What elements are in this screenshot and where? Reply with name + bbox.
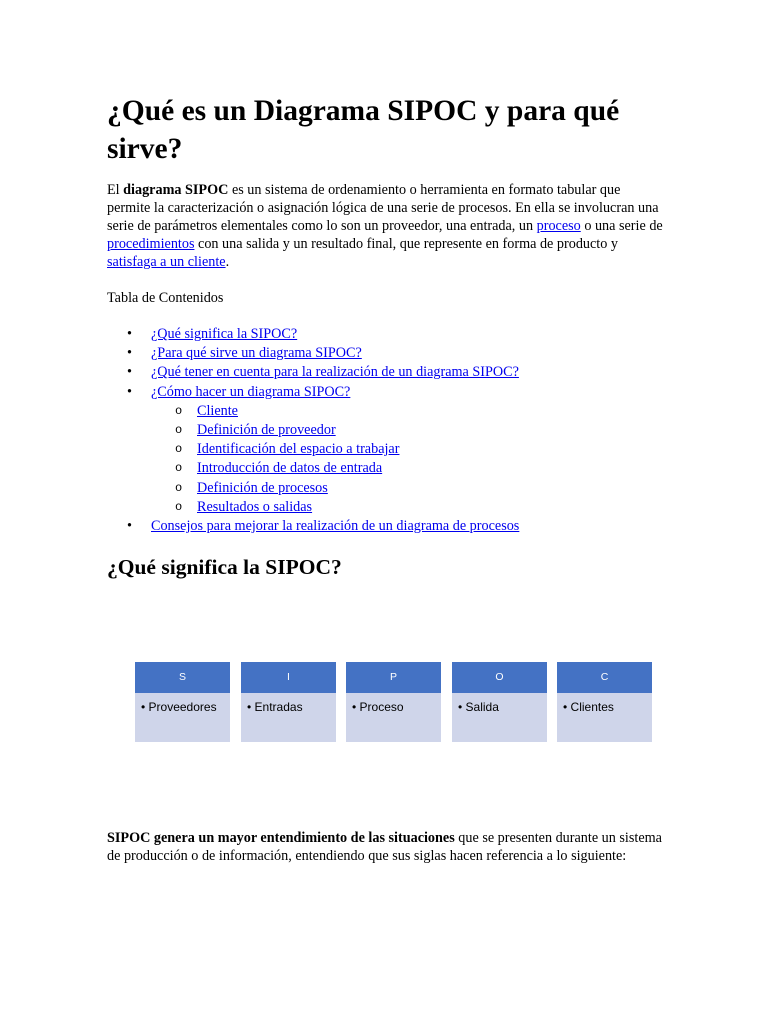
toc-item	[107, 344, 667, 363]
sipoc-header: O	[452, 662, 547, 693]
sipoc-header: C	[557, 662, 652, 693]
toc-subitem	[151, 402, 667, 421]
toc-link-cliente[interactable]: Cliente	[197, 402, 238, 419]
toc-link-introduccion-datos[interactable]: Introducción de datos de entrada	[197, 460, 383, 477]
link-proceso[interactable]: proceso	[536, 218, 581, 234]
toc-subitem	[151, 440, 667, 459]
toc-link-como-hacer[interactable]: ¿Cómo hacer un diagrama SIPOC?	[151, 383, 351, 400]
sipoc-header: I	[241, 662, 336, 693]
toc-subitem	[151, 498, 667, 517]
intro-bold-term: diagrama SIPOC	[123, 182, 229, 198]
sipoc-item: • Clientes	[557, 693, 652, 742]
toc-item	[107, 517, 667, 536]
sipoc-column-c	[557, 662, 652, 742]
intro-text-5: .	[225, 254, 230, 270]
intro-text-3: o una serie de	[580, 218, 663, 234]
closing-paragraph	[107, 829, 667, 865]
table-of-contents	[107, 325, 667, 536]
toc-item	[107, 363, 667, 382]
intro-text-2: es un sistema de ordenamiento o herramienta en formato tabular que permite la caracterización o asignación lógica de una serie de procesos. En ella se involucran una serie de parámetros elementales como lo son un proveedor, una entrada, un	[107, 182, 659, 234]
page-title: ¿Qué es un Diagrama SIPOC y para qué sirve?	[107, 95, 620, 165]
toc-link-resultados-salidas[interactable]: Resultados o salidas	[197, 498, 313, 515]
sipoc-header: S	[135, 662, 230, 693]
toc-link-definicion-procesos[interactable]: Definición de procesos	[197, 479, 328, 496]
sipoc-header: P	[346, 662, 441, 693]
toc-title: Tabla de Contenidos	[107, 290, 224, 306]
link-satisfaga-cliente[interactable]: satisfaga a un cliente	[107, 254, 226, 270]
sipoc-diagram	[135, 662, 652, 742]
toc-link-definicion-proveedor[interactable]: Definición de proveedor	[197, 422, 336, 439]
sipoc-item: • Entradas	[241, 693, 336, 742]
toc-subitem	[151, 421, 667, 440]
sipoc-column-s	[135, 662, 230, 742]
toc-item	[107, 383, 667, 517]
sipoc-item: • Proveedores	[135, 693, 230, 742]
toc-link-consejos[interactable]: Consejos para mejorar la realización de un diagrama de procesos	[151, 518, 520, 535]
toc-sublist	[151, 402, 667, 517]
toc-subitem	[151, 459, 667, 478]
closing-bold: SIPOC genera un mayor entendimiento de las situaciones	[107, 830, 455, 846]
sipoc-column-o	[452, 662, 547, 742]
link-procedimientos[interactable]: procedimientos	[107, 236, 195, 252]
intro-text-1: El	[107, 182, 124, 198]
sipoc-column-i	[241, 662, 336, 742]
toc-link-que-tener-en-cuenta[interactable]: ¿Qué tener en cuenta para la realización de un diagrama SIPOC?	[151, 364, 519, 381]
toc-subitem	[151, 479, 667, 498]
closing-text: que se presenten durante un sistema de producción o de información, entendiendo que sus siglas hacen referencia a lo siguiente:	[107, 830, 662, 864]
section-heading: ¿Qué significa la SIPOC?	[107, 555, 342, 579]
sipoc-item: • Proceso	[346, 693, 441, 742]
toc-link-para-que-sirve[interactable]: ¿Para qué sirve un diagrama SIPOC?	[151, 345, 362, 362]
sipoc-column-p	[346, 662, 441, 742]
intro-paragraph	[107, 181, 667, 271]
sipoc-item: • Salida	[452, 693, 547, 742]
toc-link-identificacion-espacio[interactable]: Identificación del espacio a trabajar	[197, 441, 400, 458]
toc-item	[107, 325, 667, 344]
intro-text-4: con una salida y un resultado final, que represente en forma de producto y	[194, 236, 618, 252]
toc-link-que-significa[interactable]: ¿Qué significa la SIPOC?	[151, 326, 298, 342]
